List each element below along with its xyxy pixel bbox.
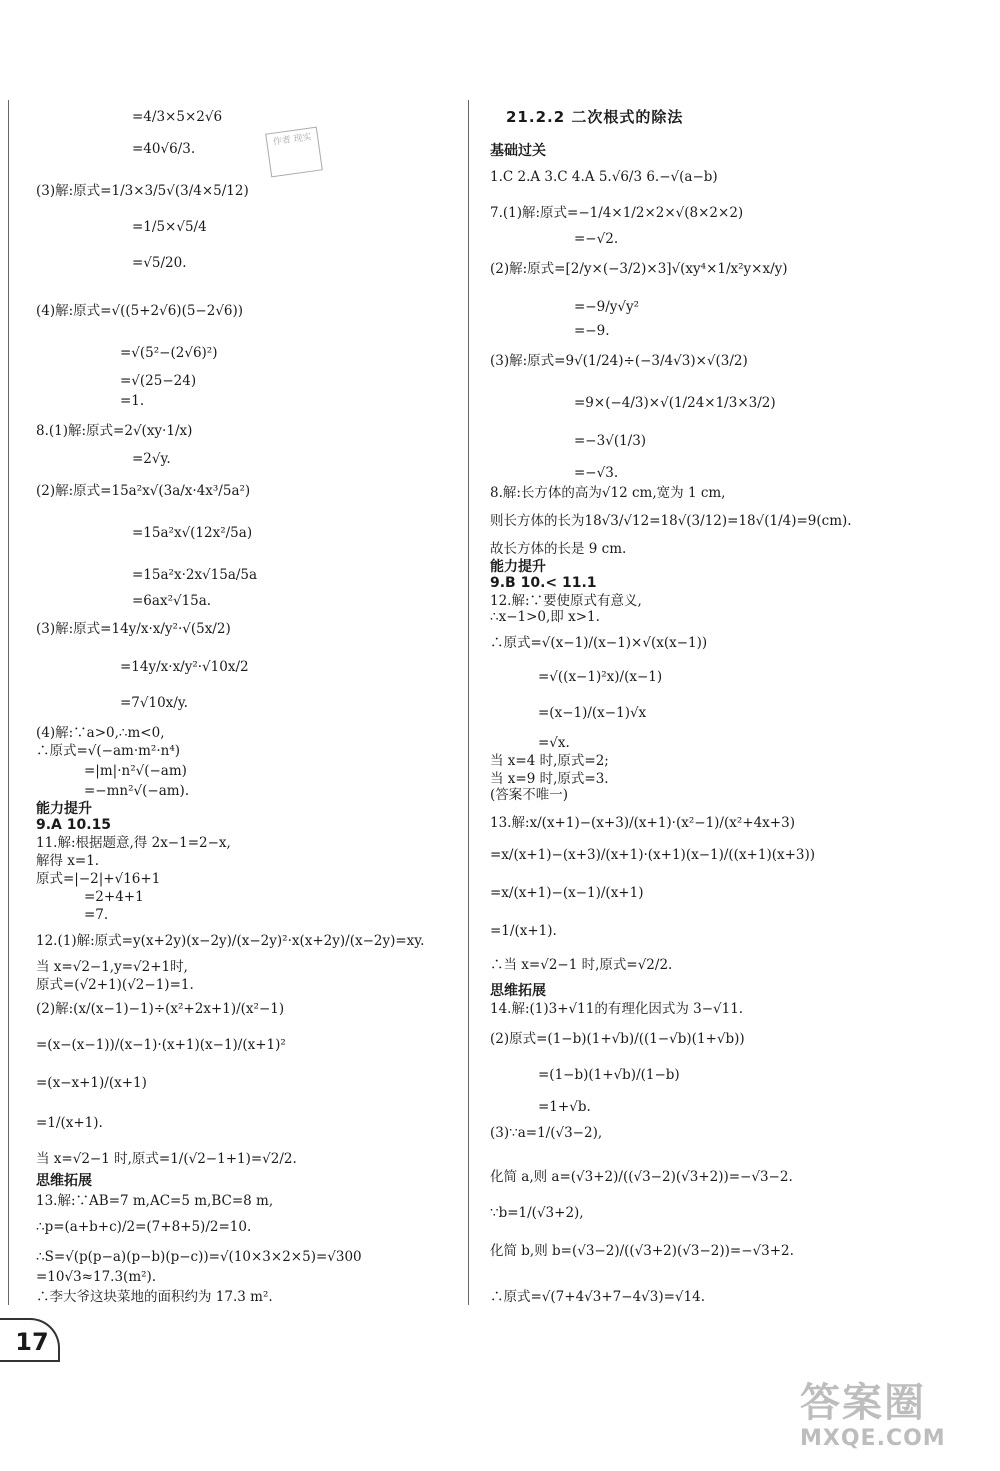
math-line: (4)解:∵a>0,∴m<0, bbox=[36, 725, 165, 741]
stamp-mark bbox=[265, 127, 323, 178]
watermark bbox=[800, 1380, 990, 1460]
math-line: =|m|·n²√(−am) bbox=[84, 763, 187, 779]
math-line: ∴原式=√(7+4√3+7−4√3)=√14. bbox=[490, 1289, 706, 1305]
math-line: 当 x=√2−1,y=√2+1时, bbox=[36, 959, 188, 975]
math-line: =1. bbox=[120, 393, 145, 409]
math-line: 11.解:根据题意,得 2x−1=2−x, bbox=[36, 835, 231, 851]
section-heading: 思维拓展 bbox=[36, 1173, 92, 1189]
math-line: ∵b=1/(√3+2), bbox=[490, 1205, 584, 1221]
math-line: 则长方体的长为18√3/√12=18√(3/12)=18√(1/4)=9(cm). bbox=[490, 513, 852, 529]
math-line: =(1−b)(1+√b)/(1−b) bbox=[538, 1067, 680, 1083]
math-line: =−3√(1/3) bbox=[574, 433, 647, 449]
math-line: =x/(x+1)−(x−1)/(x+1) bbox=[490, 885, 644, 901]
math-line: =7√10x/y. bbox=[120, 695, 188, 711]
math-line: ∴原式=√(−am·m²·n⁴) bbox=[36, 743, 181, 759]
math-line: =2√y. bbox=[132, 451, 171, 467]
math-line: =√((x−1)²x)/(x−1) bbox=[538, 669, 663, 685]
math-line: =(x−(x−1))/(x−1)·(x+1)(x−1)/(x+1)² bbox=[36, 1037, 286, 1053]
math-line: ∴x−1>0,即 x>1. bbox=[490, 609, 600, 625]
math-line: (3)∵a=1/(√3−2), bbox=[490, 1125, 603, 1141]
math-line: 故长方体的长是 9 cm. bbox=[490, 541, 627, 557]
section-heading: 思维拓展 bbox=[490, 983, 546, 999]
math-line: =15a²x√(12x²/5a) bbox=[132, 525, 253, 541]
math-line: =−9/y√y² bbox=[574, 299, 640, 315]
math-line: =9×(−4/3)×√(1/24×1/3×3/2) bbox=[574, 395, 776, 411]
math-line: ∴原式=√(x−1)/(x−1)×√(x(x−1)) bbox=[490, 635, 708, 651]
math-line: =14y/x·x/y²·√10x/2 bbox=[120, 659, 249, 675]
answer-line: 9.B 10.< 11.1 bbox=[490, 575, 597, 591]
math-line: 化简 a,则 a=(√3+2)/((√3−2)(√3+2))=−√3−2. bbox=[490, 1169, 793, 1185]
math-line: =4/3×5×2√6 bbox=[132, 109, 223, 125]
math-line: =(x−x+1)/(x+1) bbox=[36, 1075, 147, 1091]
column-divider bbox=[468, 100, 469, 1305]
math-line: =1/(x+1). bbox=[36, 1115, 103, 1131]
math-line: (3)解:原式=1/3×3/5√(3/4×5/12) bbox=[36, 183, 249, 199]
math-line: 当 x=4 时,原式=2; bbox=[490, 753, 609, 769]
section-heading: 基础过关 bbox=[490, 143, 546, 159]
math-line: 14.解:(1)3+√11的有理化因式为 3−√11. bbox=[490, 1001, 744, 1017]
math-line: 13.解:x/(x+1)−(x+3)/(x+1)·(x²−1)/(x²+4x+3) bbox=[490, 815, 795, 831]
math-line: (2)解:原式=[2/y×(−3/2)×3]√(xy⁴×1/x²y×x/y) bbox=[490, 261, 788, 277]
math-line: 当 x=9 时,原式=3. bbox=[490, 771, 609, 787]
math-line: =−√3. bbox=[574, 465, 619, 481]
math-line: ∴李大爷这块菜地的面积约为 17.3 m². bbox=[36, 1289, 273, 1305]
math-line: (2)解:原式=15a²x√(3a/x·4x³/5a²) bbox=[36, 483, 251, 499]
math-line: =√x. bbox=[538, 735, 570, 751]
watermark-url: MXQE.COM bbox=[800, 1426, 946, 1451]
math-line: =√5/20. bbox=[132, 255, 187, 271]
math-line: =40√6/3. bbox=[132, 141, 196, 157]
math-line: (答案不唯一) bbox=[490, 787, 569, 803]
math-line: 当 x=√2−1 时,原式=1/(√2−1+1)=√2/2. bbox=[36, 1151, 297, 1167]
math-line: 解得 x=1. bbox=[36, 853, 100, 869]
math-line: =1/(x+1). bbox=[490, 923, 557, 939]
math-line: (4)解:原式=√((5+2√6)(5−2√6)) bbox=[36, 303, 244, 319]
math-line: =10√3≈17.3(m²). bbox=[36, 1269, 157, 1285]
math-line: ∴当 x=√2−1 时,原式=√2/2. bbox=[490, 957, 673, 973]
math-line: 化简 b,则 b=(√3−2)/((√3+2)(√3−2))=−√3+2. bbox=[490, 1243, 794, 1259]
math-line: 13.解:∵AB=7 m,AC=5 m,BC=8 m, bbox=[36, 1193, 274, 1209]
math-line: =−mn²√(−am). bbox=[84, 783, 190, 799]
page-number: 17 bbox=[0, 1318, 60, 1362]
answer-line: 9.A 10.15 bbox=[36, 817, 112, 833]
math-line: =−9. bbox=[574, 323, 610, 339]
math-line: 8.(1)解:原式=2√(xy·1/x) bbox=[36, 423, 193, 439]
math-line: (3)解:原式=14y/x·x/y²·√(5x/2) bbox=[36, 621, 231, 637]
math-line: (2)解:(x/(x−1)−1)÷(x²+2x+1)/(x²−1) bbox=[36, 1001, 285, 1017]
math-line: 12.解:∵要使原式有意义, bbox=[490, 593, 642, 609]
section-heading: 能力提升 bbox=[490, 559, 546, 575]
math-line: =2+4+1 bbox=[84, 889, 144, 905]
math-line: 7.(1)解:原式=−1/4×1/2×2×√(8×2×2) bbox=[490, 205, 744, 221]
math-line: =(x−1)/(x−1)√x bbox=[538, 705, 647, 721]
math-line: =√(5²−(2√6)²) bbox=[120, 345, 218, 361]
math-line: =7. bbox=[84, 907, 109, 923]
section-title: 21.2.2 二次根式的除法 bbox=[506, 108, 684, 126]
left-border-line bbox=[8, 100, 9, 1305]
math-line: (2)原式=(1−b)(1+√b)/((1−√b)(1+√b)) bbox=[490, 1031, 745, 1047]
math-line: 原式=|−2|+√16+1 bbox=[36, 871, 161, 887]
watermark-logo-text: 答案圈 bbox=[800, 1380, 926, 1426]
math-line: ∴S=√(p(p−a)(p−b)(p−c))=√(10×3×2×5)=√300 bbox=[36, 1249, 362, 1265]
section-heading: 能力提升 bbox=[36, 801, 92, 817]
math-line: 原式=(√2+1)(√2−1)=1. bbox=[36, 977, 194, 993]
math-line: =√(25−24) bbox=[120, 373, 197, 389]
math-line: =15a²x·2x√15a/5a bbox=[132, 567, 258, 583]
stamp-text: 作者 现实 bbox=[272, 132, 313, 148]
math-line: 1.C 2.A 3.C 4.A 5.√6/3 6.−√(a−b) bbox=[490, 169, 718, 185]
math-line: =1+√b. bbox=[538, 1099, 591, 1115]
math-line: =6ax²√15a. bbox=[132, 593, 212, 609]
math-line: ∴p=(a+b+c)/2=(7+8+5)/2=10. bbox=[36, 1219, 252, 1235]
math-line: =−√2. bbox=[574, 231, 619, 247]
math-line: 12.(1)解:原式=y(x+2y)(x−2y)/(x−2y)²·x(x+2y)/(x−2y)=xy. bbox=[36, 933, 425, 949]
math-line: (3)解:原式=9√(1/24)÷(−3/4√3)×√(3/2) bbox=[490, 353, 748, 369]
math-line: =1/5×√5/4 bbox=[132, 219, 207, 235]
math-line: =x/(x+1)−(x+3)/(x+1)·(x+1)(x−1)/((x+1)(x+3)) bbox=[490, 847, 816, 863]
math-line: 8.解:长方体的高为√12 cm,宽为 1 cm, bbox=[490, 485, 726, 501]
